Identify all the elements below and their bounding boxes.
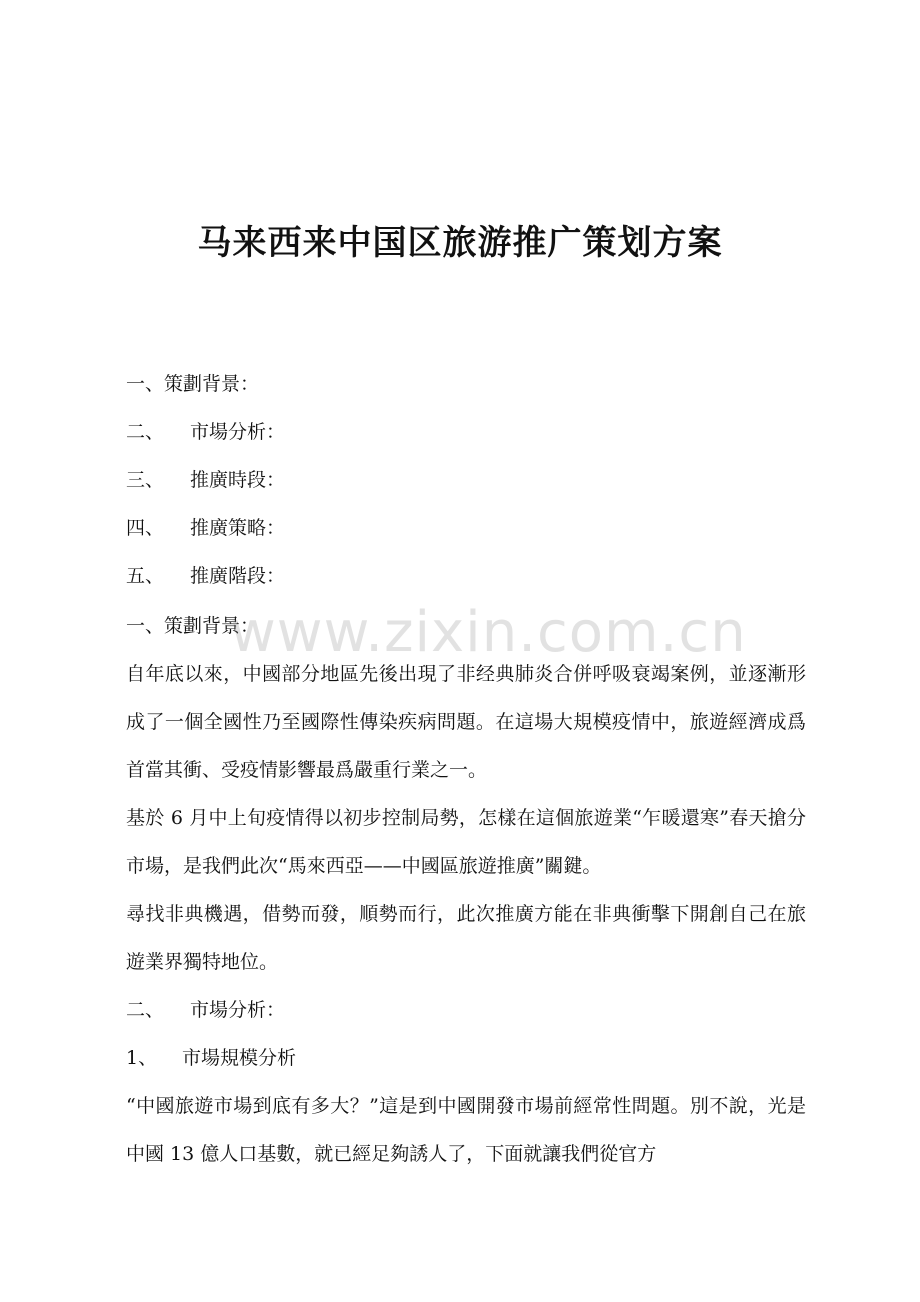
toc-number: 一、: [126, 373, 165, 395]
toc-number: 五、: [126, 565, 165, 587]
section-label: 市場分析：: [190, 999, 286, 1021]
toc-number: 二、: [126, 421, 165, 443]
toc-item: [126, 416, 285, 464]
document-body: [126, 602, 806, 1178]
subsection-heading: [126, 1034, 806, 1082]
toc-item: [126, 368, 285, 416]
table-of-contents: [126, 368, 285, 608]
toc-number: 四、: [126, 517, 165, 539]
body-paragraph: 基於 6 月中上旬疫情得以初步控制局勢，怎樣在這個旅遊業“乍暖還寒”春天搶分市場，是我們此次“馬來西亞——中國區旅遊推廣”關鍵。: [126, 807, 806, 877]
subsection-number: 1、: [126, 1047, 158, 1069]
toc-label: 策劃背景：: [164, 373, 260, 395]
body-paragraph: 尋找非典機遇，借勢而發，順勢而行，此次推廣方能在非典衝擊下開創自己在旅遊業界獨特地位。: [126, 903, 806, 973]
document-title: 马来西来中国区旅游推广策划方案: [197, 223, 723, 263]
section-number: 二、: [126, 999, 165, 1021]
toc-label: 推廣階段：: [190, 565, 286, 587]
toc-label: 市場分析：: [190, 421, 286, 443]
toc-item: [126, 560, 285, 608]
toc-number: 三、: [126, 469, 165, 491]
toc-label: 推廣策略：: [190, 517, 286, 539]
watermark: www.zixin.com.cn: [230, 600, 747, 665]
toc-label: 推廣時段：: [190, 469, 286, 491]
body-paragraph: 自年底以來，中國部分地區先後出現了非经典肺炎合併呼吸衰竭案例，並逐漸形成了一個全國性乃至國際性傳染疾病問題。在這場大規模疫情中，旅遊經濟成爲首當其衝、受疫情影響最爲嚴重行業之一。: [126, 663, 806, 781]
body-paragraph: “中國旅遊市場到底有多大？”這是到中國開發市場前經常性問題。別不說，光是中國 13 億人口基數，就已經足夠誘人了，下面就讓我們從官方: [126, 1095, 806, 1165]
toc-item: [126, 464, 285, 512]
section-heading: 一、策劃背景：: [126, 615, 260, 637]
subsection-label: 市場規模分析: [182, 1047, 297, 1069]
section-heading: [126, 986, 806, 1034]
toc-item: [126, 512, 285, 560]
